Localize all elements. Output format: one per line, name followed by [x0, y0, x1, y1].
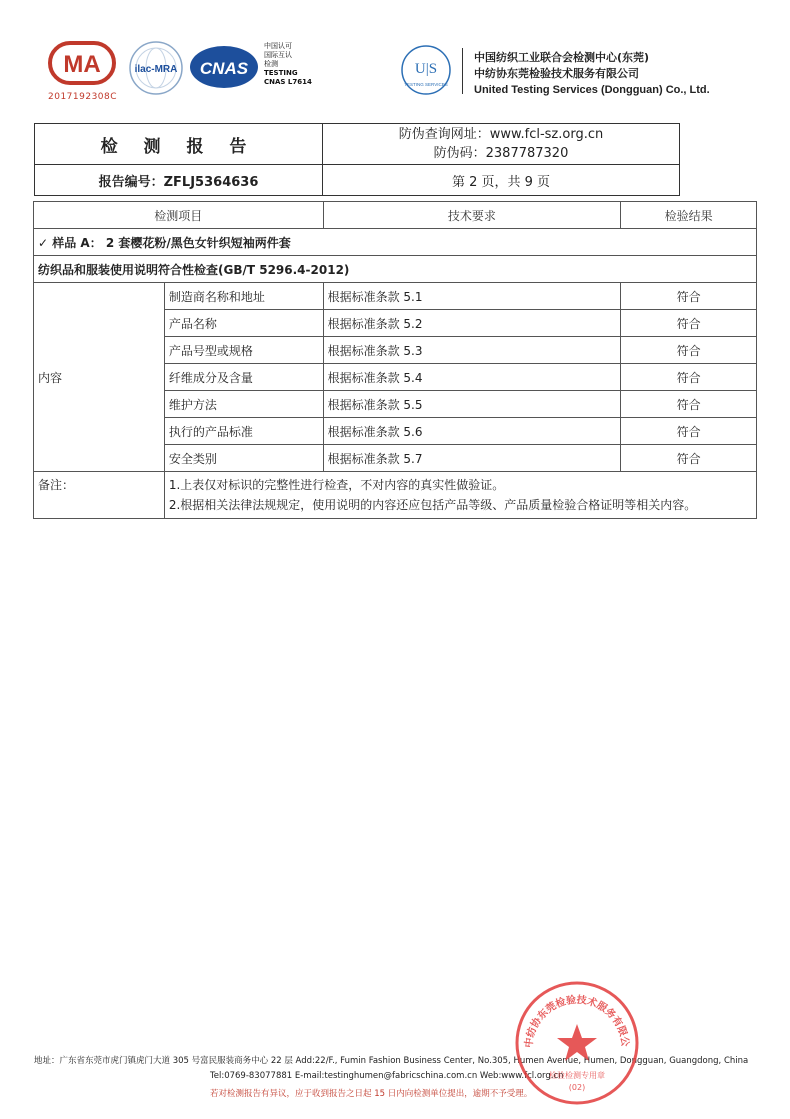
cma-logo	[48, 40, 116, 86]
svg-text:ilac-MRA: ilac-MRA	[134, 64, 178, 75]
row-result: 符合	[621, 418, 757, 445]
header-requirement: 技术要求	[323, 202, 621, 229]
svg-text:MA: MA	[63, 51, 101, 78]
report-title: 检 测 报 告	[35, 124, 323, 165]
row-result: 符合	[621, 337, 757, 364]
verification-info	[323, 124, 680, 165]
standard-title: 纺织品和服装使用说明符合性检查(GB/T 5296.4-2012)	[34, 256, 757, 283]
svg-text:CNAS: CNAS	[199, 59, 249, 78]
table-row	[34, 283, 757, 310]
note-2: 2.根据相关法律法规规定，使用说明的内容还应包括产品等级、产品质量检验合格证明等相关内容。	[168, 498, 697, 512]
header-result: 检验结果	[621, 202, 757, 229]
official-seal-stamp	[512, 978, 642, 1108]
sample-description: ✓ 样品 A： 2 套樱花粉/黑色女针织短袖两件套	[34, 229, 757, 256]
row-result: 符合	[621, 445, 757, 472]
row-result: 符合	[621, 364, 757, 391]
logo-divider	[462, 48, 463, 94]
verify-site: 防伪查询网址：www.fcl-sz.org.cn	[398, 127, 604, 142]
row-requirement: 根据标准条款 5.4	[323, 364, 621, 391]
report-number: 报告编号：ZFLJ5364636	[35, 165, 323, 196]
row-requirement: 根据标准条款 5.2	[323, 310, 621, 337]
row-result: 符合	[621, 391, 757, 418]
ilac-mra-logo	[128, 40, 184, 96]
uts-logo	[400, 44, 452, 96]
row-item: 制造商名称和地址	[164, 283, 323, 310]
footer-address: 地址：广东省东莞市虎门镇虎门大道 305 号富民服装商务中心 22 层 Add:22/F., Fumin Fashion Business Center, No.305, Humen Avenue, Humen, Dongguan, Guangdong, China	[34, 1056, 749, 1066]
svg-text:(02): (02)	[568, 1083, 586, 1092]
group-label: 内容	[34, 283, 165, 472]
row-item: 安全类别	[164, 445, 323, 472]
footer-disclaimer: 若对检测报告有异议，应于收到报告之日起 15 日内向检测单位提出，逾期不予受理。	[210, 1089, 533, 1099]
cnas-accreditation-text: 中国认可 国际互认 检测 TESTING CNAS L7614	[264, 42, 312, 86]
table-header-row	[34, 202, 757, 229]
header-test-item: 检测项目	[34, 202, 324, 229]
row-item: 纤维成分及含量	[164, 364, 323, 391]
row-result: 符合	[621, 310, 757, 337]
row-item: 执行的产品标准	[164, 418, 323, 445]
svg-text:中纺协东莞检验技术服务有限公司: 中纺协东莞检验技术服务有限公	[523, 994, 631, 1049]
row-requirement: 根据标准条款 5.1	[323, 283, 621, 310]
svg-text:检验检测专用章: 检验检测专用章	[549, 1071, 605, 1080]
svg-text:TESTING SERVICES: TESTING SERVICES	[404, 82, 448, 87]
notes-label: 备注：	[34, 472, 165, 519]
row-requirement: 根据标准条款 5.5	[323, 391, 621, 418]
footer-contact: Tel:0769-83077881 E-mail:testinghumen@fabricschina.com.cn Web:www.fcl.org.cn	[210, 1071, 564, 1081]
row-requirement: 根据标准条款 5.3	[323, 337, 621, 364]
cnas-logo	[188, 44, 260, 90]
page-indicator: 第 2 页，共 9 页	[323, 165, 680, 196]
row-item: 产品名称	[164, 310, 323, 337]
verify-code: 防伪码：2387787320	[433, 146, 569, 161]
cma-cert-number: 2017192308C	[48, 92, 118, 102]
notes-row	[34, 472, 757, 519]
note-1: 1.上表仅对标识的完整性进行检查，不对内容的真实性做验证。	[168, 478, 505, 492]
company-name: 中国纺织工业联合会检测中心(东莞) 中纺协东莞检验技术服务有限公司 United Testing Services (Dongguan) Co., Ltd.	[474, 51, 710, 96]
row-result: 符合	[621, 283, 757, 310]
row-item: 维护方法	[164, 391, 323, 418]
row-item: 产品号型或规格	[164, 337, 323, 364]
test-results-table	[33, 201, 757, 519]
svg-text:U|S: U|S	[414, 61, 438, 77]
row-requirement: 根据标准条款 5.6	[323, 418, 621, 445]
report-header-table	[34, 123, 680, 196]
row-requirement: 根据标准条款 5.7	[323, 445, 621, 472]
notes-content	[164, 472, 756, 519]
